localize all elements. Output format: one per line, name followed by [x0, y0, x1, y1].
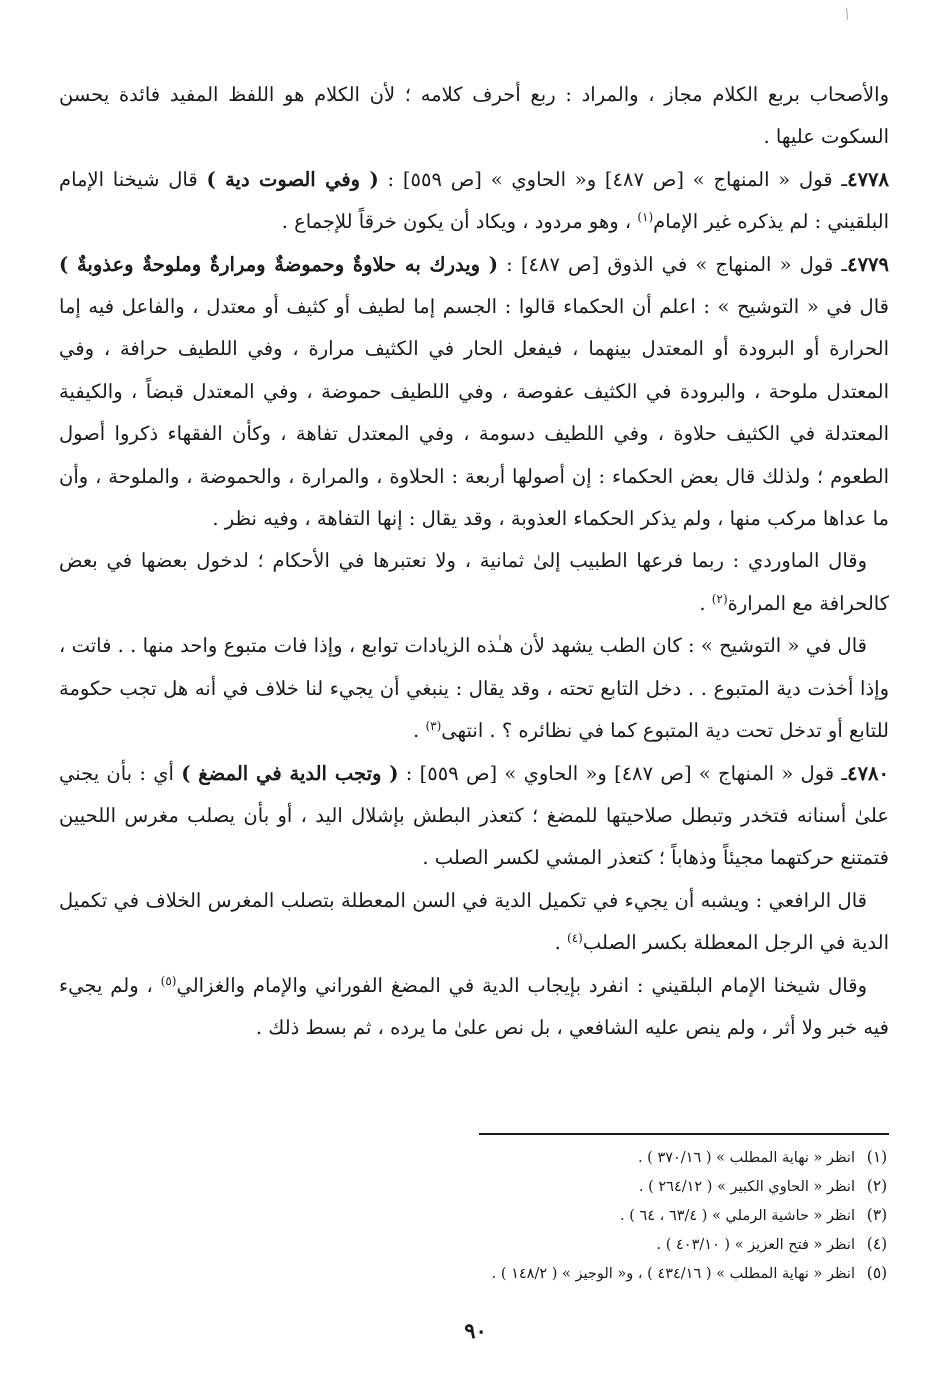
footnote-text: انظر « نهاية المطلب » ( ٣٧٠/١٦ ) .: [637, 1150, 855, 1166]
body-text-run: .: [554, 931, 568, 955]
footnotes: [69, 1143, 899, 1288]
body-text-run: ـ قول « المنهاج » في الذوق [ص ٤٨٧] :: [498, 252, 848, 276]
quoted-text: ( وتجب الدية في المضغ ): [181, 761, 399, 785]
footnote-ref: (٤): [567, 931, 583, 946]
body-text-run: ـ قول « المنهاج » [ص ٤٨٧] و« الحاوي » [ص ٥٥٩] :: [378, 167, 848, 191]
body-text-run: قال الرافعي : ويشبه أن يجيء في تكميل الدية في السن المعطلة بتصلب المغرس الخلاف في تكميل الدية في الرجل المعطلة بكسر الصلب: [59, 888, 889, 955]
footnote-text: انظر « فتح العزيز » ( ٤٠٣/١٠ ) .: [656, 1237, 855, 1253]
paragraph-1: [59, 74, 889, 159]
body-text-run: قال في « التوشيح » : كان الطب يشهد لأن هـٰذه الزيادات توابع ، وإذا فات متبوع واحد منها . . فاتت ، وإذا أخذت دية المتبوع . . دخل التابع تحته ، وقد يقال : ينبغي أن يجيء لنا خلاف في أنه هل تجب حكومة للتابع أو تدخل تحت دية المتبوع كما في نظائره ؟ . انتهى: [59, 634, 889, 743]
footnote-text: انظر « الحاوي الكبير » ( ٢٦٤/١٢ ) .: [638, 1179, 855, 1195]
footnote-ref: (٥): [160, 973, 177, 988]
footnote-ref: (٢): [711, 591, 728, 606]
footnote-4: [69, 1230, 899, 1259]
body-text-run: قال في « التوشيح » : اعلم أن الحكماء قالوا : الجسم إما لطيف أو كثيف أو معتدل ، والفاعل فيه إما الحرارة أو البرودة أو المعتدل بينهما ، فيفعل الحار في الكثيف مرارة ، وفي اللطيف حرافة ، وفي المعتدل ملوحة ، والبرودة في الكثيف عفوصة ، وفي اللطيف حموضة ، وفي المعتدل قبضاً ، والكيفية المعتدلة في الكثيف حلاوة ، وفي اللطيف دسومة ، وفي المعتدل تفاهة ، وكأن الفقهاء ذكروا أصول الطعوم ؛ ولذلك قال بعض الحكماء : إن أصولها أربعة : الحلاوة ، والمرارة ، والحموضة ، والملوحة ، وأن ما عداها مركب منها ، ولم يذكر الحكماء العذوبة ، وقد يقال : إنها التفاهة ، وفيه نظر .: [59, 295, 889, 531]
footnote-3: [69, 1201, 899, 1230]
footnote-ref: (١): [637, 210, 654, 225]
body-text-run: وقال الماوردي : ربما فرعها الطبيب إلىٰ ثمانية ، ولا نعتبرها في الأحكام ؛ لدخول بعضها في بعض كالحرافة مع المرارة: [59, 549, 889, 615]
body-text-run: .: [413, 719, 426, 743]
entry-number: ٤٧٨٠: [847, 761, 890, 785]
footnote-text: انظر « نهاية المطلب » ( ٤٣٤/١٦ ) ، و« الوجيز » ( ١٤٨/٢ ) .: [491, 1266, 855, 1282]
body-text-run: أي : بأن يجني علىٰ أسنانه فتخدر وتبطل صلاحيتها للمضغ ؛ كتعذر البطش بإشلال اليد ، أو بأن يصلب مغرس اللحيين فتمتنع حركتهما مجيئاً وذهاباً ؛ كتعذر المشي لكسر الصلب .: [59, 761, 889, 870]
paragraph-8: [59, 965, 889, 1050]
footnote-number: (٤): [866, 1235, 888, 1253]
quoted-text: ( ويدرك به حلاوةٌ وحموضةٌ ومرارةٌ وملوحةٌ وعذوبةٌ ): [59, 252, 499, 276]
body-text-run: .: [699, 591, 712, 615]
footnote-text: انظر « حاشية الرملي » ( ٦٣/٤ ، ٦٤ ) .: [619, 1208, 855, 1224]
body-text-run: وقال شيخنا الإمام البلقيني : انفرد بإيجاب الدية في المضغ الفوراني والإمام والغزالي: [176, 973, 867, 997]
body-text-run: والأصحاب بربع الكلام مجاز ، والمراد : ربع أحرف كلامه ؛ لأن الكلام هو اللفظ المفيد فائدة يحسن السكوت عليها .: [59, 83, 889, 149]
body-text-run: قال شيخنا الإمام البلقيني : لم يذكره غير الإمام: [59, 167, 889, 234]
footnote-number: (٢): [866, 1177, 888, 1195]
scan-mark: ⁄: [842, 7, 853, 22]
body-text-run: ـ قول « المنهاج » [ص ٤٨٧] و« الحاوي » [ص ٥٥٩] :: [398, 761, 848, 785]
paragraph-2: [59, 159, 889, 244]
footnote-1: [69, 1143, 899, 1172]
footnote-number: (٥): [866, 1264, 888, 1282]
footnote-separator: [479, 1133, 889, 1135]
page-number: ٩٠: [464, 1318, 487, 1343]
footnote-5: [69, 1259, 899, 1288]
paragraph-3: [59, 244, 889, 541]
footnote-number: (٣): [866, 1206, 888, 1224]
entry-number: ٤٧٧٩: [847, 252, 889, 276]
footnote-number: (١): [866, 1148, 888, 1166]
paragraph-4: [59, 540, 889, 625]
quoted-text: ( وفي الصوت دية ): [206, 167, 379, 191]
entry-number: ٤٧٧٨: [847, 167, 890, 191]
footnote-ref: (٣): [425, 719, 442, 734]
paragraph-7: [59, 880, 889, 965]
main-text: [59, 74, 889, 1049]
body-text-run: ، وهو مردود ، ويكاد أن يكون خرقاً للإجماع .: [281, 210, 638, 234]
paragraph-5: [59, 625, 889, 752]
body-text-run: ، ولم يجيء فيه خبر ولا أثر ، ولم ينص عليه الشافعي ، بل نص علىٰ ما يرده ، ثم بسط ذلك .: [59, 973, 889, 1039]
footnote-2: [69, 1172, 899, 1201]
paragraph-6: [59, 753, 889, 880]
